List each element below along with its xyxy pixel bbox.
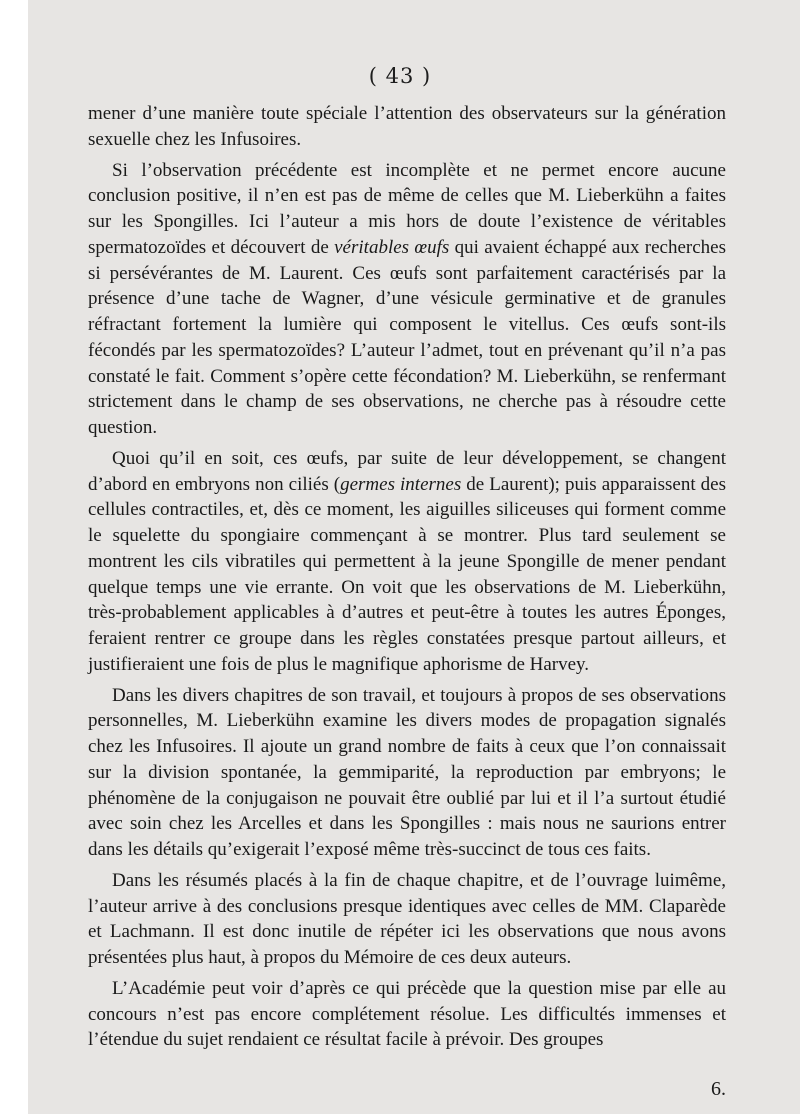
paragraph-text: de Laurent); puis apparaissent des cellules contractiles, et, dès ce moment, les aiguilles siliceuses qui forment comme le squelette du spongiaire commençant à se montrer. Plus tard seulement se montrent les cils vibratiles qui permettent à la jeune Spongille de mener pendant quelque temps une vie errante. On voit que les observations de M. Lieberkühn, très-probablement applicables à d’autres et peut-être à toutes les autres Éponges, feraient rentrer ce groupe dans les règles constatées presque partout ailleurs, et justifieraient une fois de plus le magnifique aphorisme de Harvey. <box>88 473 726 675</box>
paragraph-text: qui avaient échappé aux recherches si persévérantes de M. Laurent. Ces œufs sont parfaitement caractérisés par la présence d’une tache de Wagner, d’une vésicule germinative et de granules réfractant fortement la lumière qui composent le vitellus. Ces œufs sont-ils fécondés par les spermatozoïdes? L’auteur l’admet, tout en prévenant qu’il n’a pas constaté le fait. Comment s’opère cette fécondation? M. Lieberkühn, se renfermant strictement dans le champ de ses observations, ne cherche pas à résoudre cette question. <box>88 236 726 438</box>
body-text <box>88 101 726 1058</box>
paragraph <box>88 868 726 971</box>
paragraph-text: L’Académie peut voir d’après ce qui précède que la question mise par elle au concours n’est pas encore complétement résolue. Les difficultés immenses et l’étendue du sujet rendaient ce résultat facile à prévoir. Des groupes <box>88 977 726 1051</box>
paragraph <box>88 683 726 863</box>
paragraph <box>88 446 726 678</box>
paragraph-text: mener d’une manière toute spéciale l’attention des observateurs sur la génération sexuelle chez les Infusoires. <box>88 103 726 150</box>
italic-phrase: véritables œufs <box>334 236 450 258</box>
paragraph <box>88 976 726 1053</box>
paragraph <box>88 158 726 441</box>
paragraph-text: Dans les résumés placés à la fin de chaque chapitre, et de l’ouvrage luimême, l’auteur arrive à des conclusions presque identiques avec celles de MM. Claparède et Lachmann. Il est donc inutile de répéter ici les observations que nous avons présentées plus haut, à propos du Mémoire de ces deux auteurs. <box>88 869 726 968</box>
paragraph-text: Si l’observation précédente est incomplète et ne permet encore aucune conclusion positive, il n’en est pas de même de celles que M. Lieberkühn a faites sur les Spongilles. Ici l’auteur a mis hors de doute l’existence de véritables spermatozoïdes et découvert de <box>88 159 726 258</box>
italic-phrase: germes internes <box>340 473 462 495</box>
paragraph-text: Quoi qu’il en soit, ces œufs, par suite de leur développement, se changent d’abord en embryons non ciliés ( <box>88 447 726 495</box>
scan-margin <box>0 0 28 1114</box>
paragraph-text: Dans les divers chapitres de son travail, et toujours à propos de ses observations personnelles, M. Lieberkühn examine les divers modes de propagation signalés chez les Infusoires. Il ajoute un grand nombre de faits à ceux que l’on connaissait sur la division spontanée, la gemmiparité, la reproduction par embryons; le phénomène de la conjugaison ne pouvait être oublié par lui et il l’a surtout étudié avec soin chez les Arcelles et dans les Spongilles : mais nous ne saurions entrer dans les détails qu’exigerait l’exposé même très-succinct de tous ces faits. <box>88 684 726 860</box>
page-number: ( 43 ) <box>368 64 432 88</box>
paragraph <box>88 101 726 153</box>
signature-mark: 6. <box>711 1078 726 1100</box>
